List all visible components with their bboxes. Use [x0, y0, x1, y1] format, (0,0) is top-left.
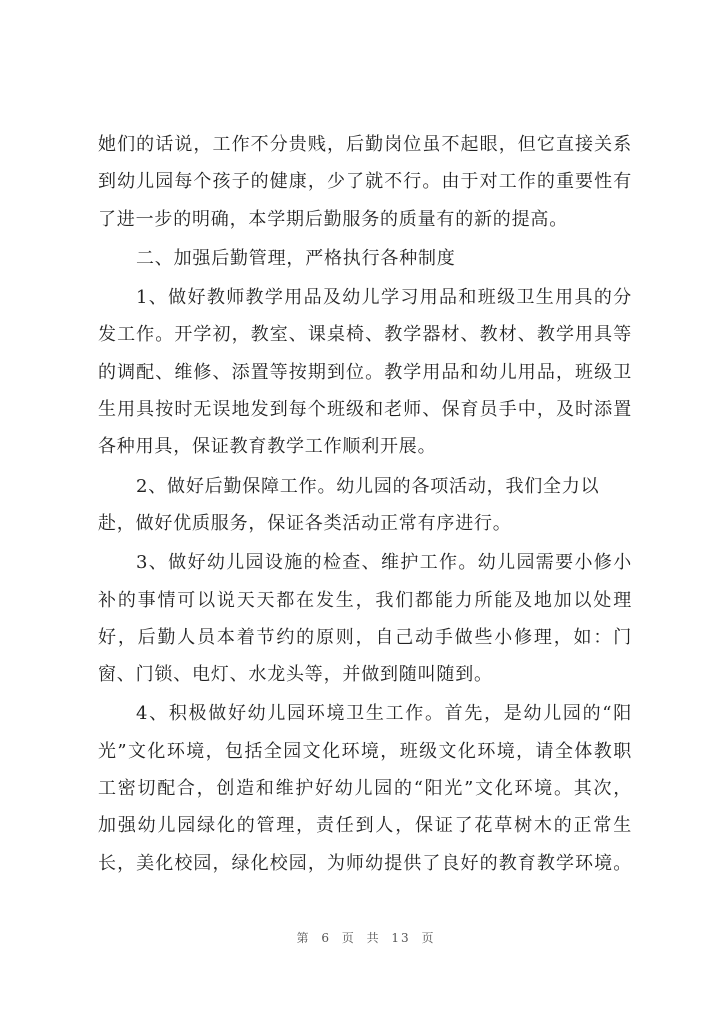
text-line: 加强幼儿园绿化的管理，责任到人，保证了花草树木的正常生: [98, 815, 632, 837]
text-line: 3、做好幼儿园设施的检查、维护工作。幼儿园需要小修小: [136, 552, 632, 574]
section-heading-text: 二、加强后勤管理，严格执行各种制度: [136, 247, 456, 269]
list-item-3: [98, 544, 632, 693]
text-line: 她们的话说，工作不分贵贱，后勤岗位虽不起眼，但它直接关系: [98, 134, 632, 155]
list-item-1: [98, 279, 632, 465]
page-number-footer: 第 6 页 共 13 页: [296, 931, 436, 945]
text-line: 工密切配合，创造和维护好幼儿园的“阳光”文化环境。其次，: [98, 778, 632, 800]
paragraph-continued: [98, 126, 632, 238]
text-line: 到幼儿园每个孩子的健康，少了就不行。由于对工作的重要性有: [98, 171, 632, 193]
list-item-4: [98, 695, 632, 881]
text-line: 窗、门锁、电灯、水龙头等，并做到随叫随到。: [98, 664, 493, 686]
text-line: 1、做好教师教学用品及幼儿学习用品和班级卫生用具的分: [136, 287, 632, 309]
text-line: 发工作。开学初，教室、课桌椅、教学器材、教材、教学用具等: [98, 324, 632, 346]
text-line: 了进一步的明确，本学期后勤服务的质量有的新的提高。: [98, 208, 568, 230]
text-line: 的调配、维修、添置等按期到位。教学用品和幼儿用品，班级卫: [98, 361, 632, 383]
text-line: 4、积极做好幼儿园环境卫生工作。首先，是幼儿园的“阳: [136, 703, 632, 725]
text-line: 赴，做好优质服务，保证各类活动正常有序进行。: [98, 512, 512, 534]
text-line: 光”文化环境，包括全园文化环境，班级文化环境，请全体教职: [98, 740, 632, 762]
text-line: 生用具按时无误地发到每个班级和老师、保育员手中，及时添置: [98, 399, 632, 421]
text-line: 好，后勤人员本着节约的原则，自己动手做些小修理，如：门: [98, 626, 632, 648]
document-body: [98, 126, 632, 882]
section-heading: [98, 240, 632, 277]
text-line: 2、做好后勤保障工作。幼儿园的各项活动，我们全力以: [136, 475, 600, 497]
list-item-2: [98, 468, 632, 543]
text-line: 各种用具，保证教育教学工作顺利开展。: [98, 436, 437, 458]
text-line: 长，美化校园，绿化校园，为师幼提供了良好的教育教学环境。: [98, 852, 632, 874]
text-line: 补的事情可以说天天都在发生，我们都能力所能及地加以处理: [98, 589, 632, 611]
